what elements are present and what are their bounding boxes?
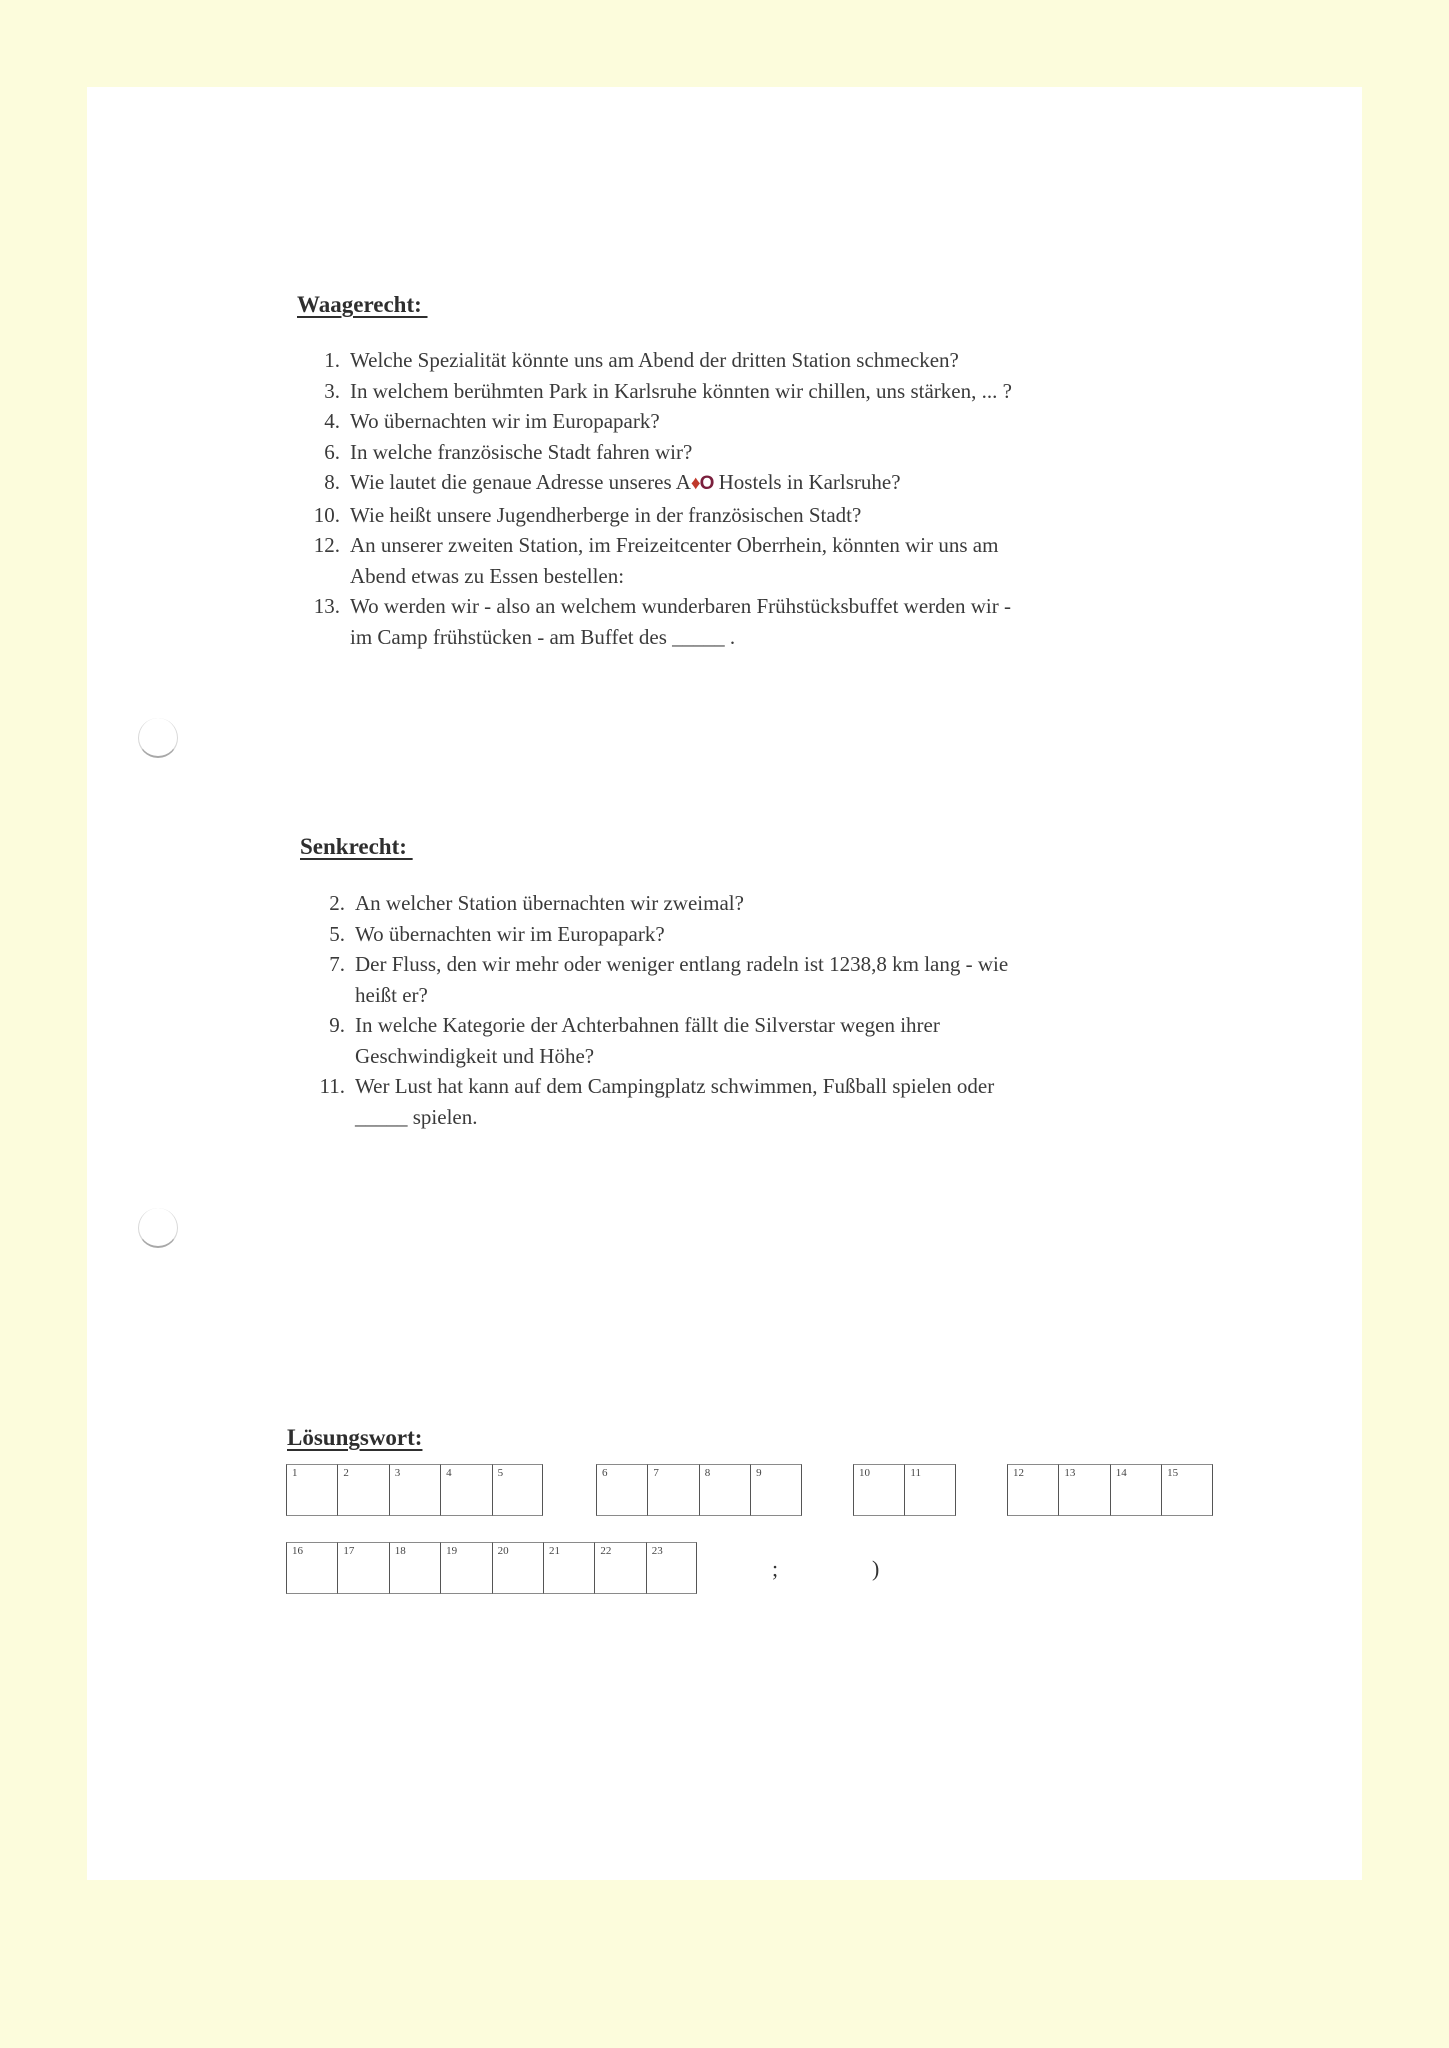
clue-text: _____ spielen. [355, 1104, 478, 1129]
clue-text: Welche Spezialität könnte uns am Abend der dritten Station schmecken? [350, 348, 959, 372]
box-number: 15 [1167, 1467, 1179, 1479]
solution-letter-box[interactable] [286, 1464, 337, 1516]
clue-item [294, 406, 1194, 437]
clue-item [294, 500, 1194, 531]
solution-letter-box[interactable] [492, 1464, 543, 1516]
box-number: 18 [394, 1545, 406, 1557]
clue-item [299, 919, 1199, 950]
senkrecht-clue-list [299, 888, 1199, 1132]
solution-letter-box[interactable] [904, 1464, 955, 1516]
clue-text: Wie lautet die genaue Adresse unseres A [350, 470, 691, 494]
solution-box-group [853, 1464, 956, 1516]
clue-text: Wie heißt unsere Jugendherberge in der französischen Stadt? [350, 502, 862, 527]
clue-item [294, 345, 1194, 376]
box-number: 6 [602, 1467, 608, 1479]
solution-letter-box[interactable] [647, 1464, 698, 1516]
solution-letter-box[interactable] [440, 1464, 491, 1516]
clue-item [299, 1010, 1199, 1071]
solution-box-group [286, 1464, 543, 1516]
box-number: 16 [292, 1545, 303, 1557]
clue-text: An welcher Station übernachten wir zweimal? [355, 891, 744, 915]
clue-number: 9. [329, 1013, 345, 1037]
clue-text: Wo übernachten wir im Europapark? [355, 921, 665, 946]
senkrecht-heading: Senkrecht: [300, 834, 413, 859]
box-number: 1 [292, 1467, 298, 1479]
solution-letter-box[interactable] [594, 1542, 645, 1594]
box-number: 4 [446, 1467, 452, 1479]
solution-letter-box[interactable] [1110, 1464, 1161, 1516]
punctuation-mark: ; [772, 1556, 779, 1581]
box-number: 22 [600, 1545, 612, 1557]
clue-number: 3. [324, 378, 340, 403]
clue-item [294, 467, 1194, 500]
clue-number: 7. [329, 952, 345, 976]
solution-letter-box[interactable] [1058, 1464, 1109, 1516]
solution-letter-box[interactable] [492, 1542, 543, 1594]
solution-letter-box[interactable] [543, 1542, 594, 1594]
box-number: 19 [446, 1545, 458, 1557]
clue-item [294, 591, 1194, 652]
box-number: 12 [1013, 1467, 1024, 1479]
solution-letter-box[interactable] [1007, 1464, 1058, 1516]
clue-item [299, 888, 1199, 919]
solution-letter-box[interactable] [337, 1464, 388, 1516]
clue-number: 1. [324, 348, 340, 372]
clue-text: An unserer zweiten Station, im Freizeitcenter Oberrhein, könnten wir uns am [350, 533, 999, 557]
waagerecht-clue-list [294, 345, 1194, 652]
clue-text: Wo werden wir - also an welchem wunderbaren Frühstücksbuffet werden wir - [350, 594, 1011, 618]
box-number: 11 [910, 1467, 921, 1479]
box-number: 7 [653, 1467, 659, 1479]
a-and-o-logo-icon: ♦O [690, 473, 714, 494]
clue-number: 12. [313, 533, 340, 557]
clue-item [294, 530, 1194, 591]
punctuation-mark: ) [872, 1556, 880, 1581]
solution-letter-box[interactable] [646, 1542, 697, 1594]
clue-number: 8. [324, 470, 340, 494]
box-number: 3 [394, 1467, 401, 1479]
box-number: 2 [343, 1467, 349, 1479]
waagerecht-heading: Waagerecht: [297, 292, 428, 317]
solution-letter-box[interactable] [596, 1464, 647, 1516]
solution-letter-box[interactable] [1161, 1464, 1212, 1516]
clue-item [299, 1071, 1199, 1132]
solution-box-group [596, 1464, 802, 1516]
clue-text: heißt er? [355, 982, 428, 1007]
clue-number: 2. [329, 891, 345, 915]
clue-number: 6. [324, 439, 340, 464]
clue-item [294, 376, 1194, 407]
clue-number: 5. [329, 921, 345, 946]
solution-letter-box[interactable] [389, 1464, 440, 1516]
box-number: 14 [1115, 1467, 1127, 1479]
clue-number: 10. [313, 502, 340, 527]
box-number: 5 [497, 1467, 504, 1479]
box-number: 8 [704, 1467, 711, 1479]
solution-letter-box[interactable] [389, 1542, 440, 1594]
box-number: 23 [651, 1545, 663, 1557]
clue-text: Abend etwas zu Essen bestellen: [350, 563, 625, 588]
solution-box-group [1007, 1464, 1213, 1516]
clue-text: im Camp frühstücken - am Buffet des _____ . [350, 624, 736, 649]
clue-text: In welchem berühmten Park in Karlsruhe könnten wir chillen, uns stärken, ... ? [350, 378, 1012, 403]
box-number: 21 [548, 1545, 560, 1557]
clue-text: Wer Lust hat kann auf dem Campingplatz schwimmen, Fußball spielen oder [355, 1074, 995, 1098]
clue-item [294, 437, 1194, 468]
clue-text: In welche französische Stadt fahren wir? [350, 439, 693, 464]
clue-number: 13. [313, 594, 340, 618]
clue-text: Hostels in Karlsruhe? [713, 470, 901, 494]
solution-letter-box[interactable] [440, 1542, 491, 1594]
solution-letter-box[interactable] [286, 1542, 337, 1594]
clue-item [299, 949, 1199, 1010]
clue-number: 11. [319, 1074, 345, 1098]
clue-text: In welche Kategorie der Achterbahnen fällt die Silverstar wegen ihrer [355, 1013, 940, 1037]
clue-text: Der Fluss, den wir mehr oder weniger entlang radeln ist 1238,8 km lang - wie [355, 952, 1009, 976]
punch-hole-top [138, 718, 178, 758]
solution-box-group [286, 1542, 697, 1594]
clue-text: Geschwindigkeit und Höhe? [355, 1043, 595, 1068]
solution-letter-box[interactable] [337, 1542, 388, 1594]
solution-letter-box[interactable] [699, 1464, 750, 1516]
box-number: 20 [497, 1545, 509, 1557]
loesungswort-heading: Lösungswort: [287, 1425, 423, 1450]
box-number: 13 [1064, 1467, 1076, 1479]
solution-letter-box[interactable] [853, 1464, 904, 1516]
clue-number: 4. [324, 409, 340, 433]
box-number: 17 [343, 1545, 355, 1557]
box-number: 10 [859, 1467, 870, 1479]
punch-hole-bottom [138, 1208, 178, 1248]
box-number: 9 [756, 1467, 762, 1479]
clue-text: Wo übernachten wir im Europapark? [350, 409, 660, 433]
solution-letter-box[interactable] [750, 1464, 801, 1516]
